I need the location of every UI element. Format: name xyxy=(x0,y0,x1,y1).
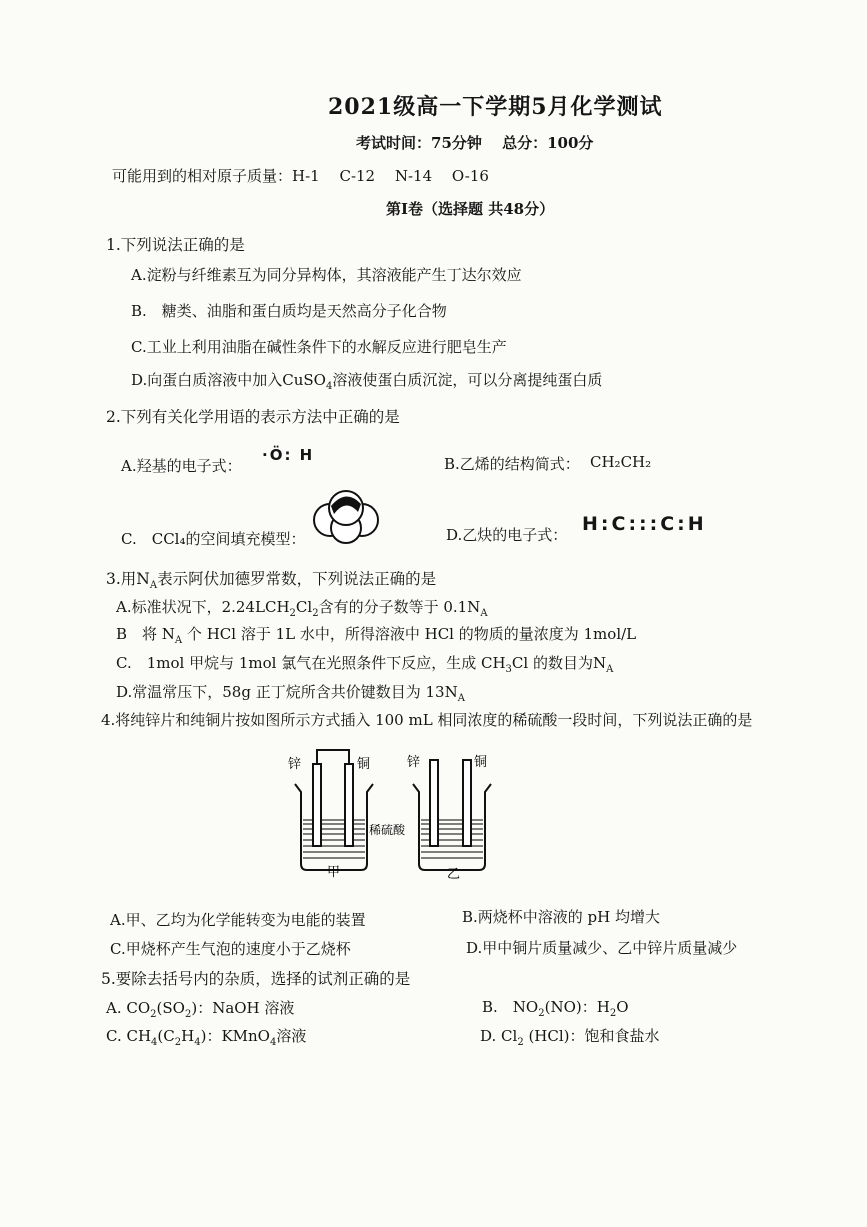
question-1-option-d: D.向蛋白质溶液中加入CuSO$_4$溶液使蛋白质沉淀，可以分离提纯蛋白质 xyxy=(131,371,603,392)
label-zinc-yi: 锌 xyxy=(407,755,421,770)
question-4-option-c: C.甲烧杯产生气泡的速度小于乙烧杯 xyxy=(110,940,351,958)
question-4-stem: 4.将纯锌片和纯铜片按如图所示方式插入 100 mL 相同浓度的稀硫酸一段时间，下列说法正确的是 xyxy=(101,711,753,729)
question-2-option-a-label: A.羟基的电子式： xyxy=(121,457,242,475)
question-1-option-a: A.淀粉与纤维素互为同分异构体，其溶液能产生丁达尔效应 xyxy=(131,266,522,284)
zinc-plate-yi xyxy=(430,760,438,846)
copper-plate-jia xyxy=(345,764,353,846)
question-3-option-b: B 将 $N_A$ 个 HCl 溶于 1L 水中，所得溶液中 HCl 的物质的量浓度为 1mol/L xyxy=(116,625,637,646)
question-1-option-b: B. 糖类、油脂和蛋白质均是天然高分子化合物 xyxy=(131,302,447,320)
beaker-jia xyxy=(295,784,373,870)
question-3-option-a: A.标准状况下，$2.24LCH_2Cl_2$含有的分子数等于 $0.1N_A$ xyxy=(116,598,488,619)
section-title: 第Ⅰ卷（选择题 共48分） xyxy=(386,200,555,218)
question-5-option-b: B. $NO_2(NO)$：$H_2O$ xyxy=(482,998,629,1019)
question-1-option-c: C.工业上利用油脂在碱性条件下的水解反应进行肥皂生产 xyxy=(131,338,507,356)
hydroxyl-electron-formula: ·Ö: H xyxy=(262,446,315,464)
question-2-stem: 2.下列有关化学用语的表示方法中正确的是 xyxy=(106,408,400,426)
copper-plate-yi xyxy=(463,760,471,846)
question-5-option-a: A. $CO_2(SO_2)$：NaOH 溶液 xyxy=(106,999,295,1020)
question-5-stem: 5.要除去括号内的杂质，选择的试剂正确的是 xyxy=(101,970,411,988)
label-copper-yi: 铜 xyxy=(474,755,488,770)
exam-title: 2021级高一下学期5月化学测试 xyxy=(328,94,663,120)
acetylene-electron-formula: H:C:::C:H xyxy=(582,513,707,535)
connecting-wire xyxy=(317,750,349,764)
galvanic-cell-figure xyxy=(285,742,520,882)
label-copper-jia: 铜 xyxy=(357,757,371,772)
label-zinc-jia: 锌 xyxy=(288,757,302,772)
label-dilute-sulfuric-acid: 稀硫酸 xyxy=(369,823,406,837)
question-1-stem: 1.下列说法正确的是 xyxy=(106,236,245,254)
ccl4-space-filling-model xyxy=(306,482,386,544)
beaker-yi xyxy=(413,784,491,870)
question-3-option-c: C. 1mol 甲烷与 1mol 氯气在光照条件下反应，生成 $CH_3Cl$ 的数目为$N_A$ xyxy=(116,654,614,675)
ethylene-formula: CH₂CH₂ xyxy=(590,453,652,471)
question-2-option-d-label: D.乙炔的电子式： xyxy=(446,526,568,544)
question-3-option-d: D.常温常压下，58g 正丁烷所含共价键数目为 $13N_A$ xyxy=(116,683,465,704)
label-jia: 甲 xyxy=(327,865,341,880)
zinc-plate-jia xyxy=(313,764,321,846)
question-5-option-d: D. $Cl_2$ (HCl)：饱和食盐水 xyxy=(480,1027,660,1048)
question-4-option-b: B.两烧杯中溶液的 pH 均增大 xyxy=(462,908,661,926)
question-2-option-c-label: C. CCl₄的空间填充模型： xyxy=(121,530,306,548)
question-5-option-c: C. $CH_4(C_2H_4)$：KMnO$_4$溶液 xyxy=(106,1027,307,1048)
exam-info: 考试时间：75分钟 总分：100分 xyxy=(356,134,594,152)
question-4-option-d: D.甲中铜片质量减少、乙中锌片质量减少 xyxy=(466,939,738,957)
question-2-option-b-label: B.乙烯的结构简式： xyxy=(444,455,580,473)
question-3-stem: 3.用$N_A$表示阿伏加德罗常数，下列说法正确的是 xyxy=(106,570,437,592)
label-yi: 乙 xyxy=(447,867,461,882)
question-4-option-a: A.甲、乙均为化学能转变为电能的装置 xyxy=(110,911,366,929)
atomic-masses: 可能用到的相对原子质量：H-1 C-12 N-14 O-16 xyxy=(112,167,489,185)
